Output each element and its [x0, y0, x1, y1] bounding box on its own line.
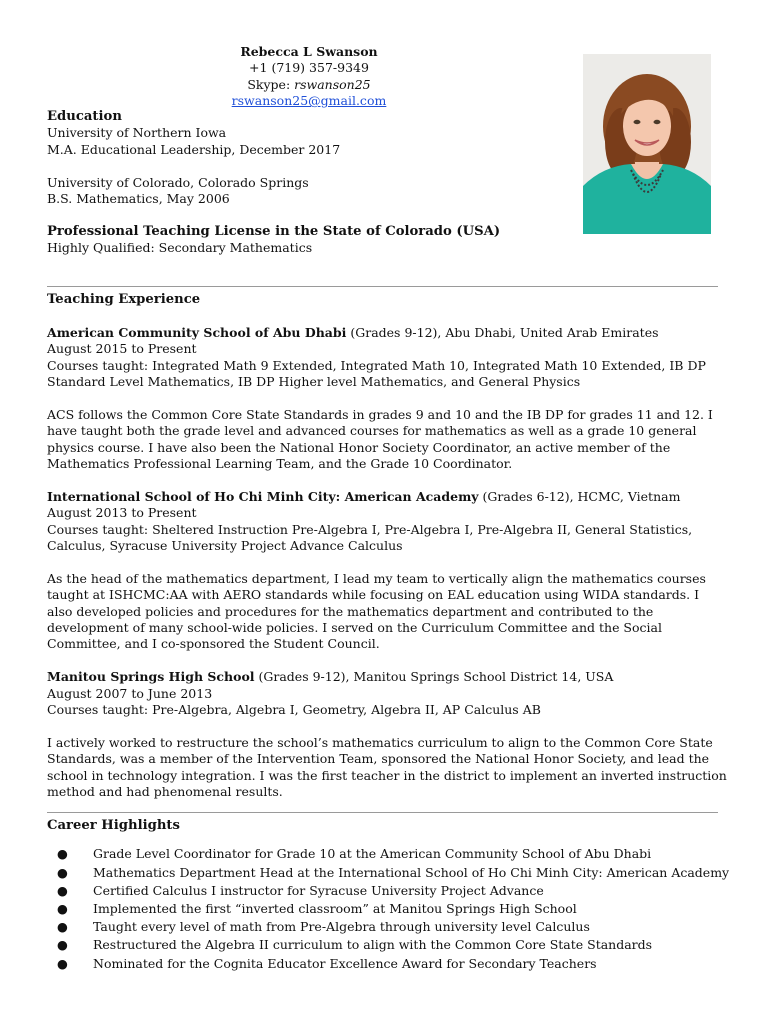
bullet-icon: ●	[57, 919, 68, 935]
highlights-section	[47, 818, 730, 974]
job-1-title-line	[47, 325, 727, 341]
list-item: ● Certified Calculus I instructor for Syracuse University Project Advance	[57, 882, 544, 898]
job-3	[47, 669, 727, 800]
list-item: ● Implemented the first “inverted classroom” at Manitou Springs High School	[57, 900, 577, 916]
education-school-1: University of Northern Iowa	[47, 125, 227, 141]
bullet-icon: ●	[57, 937, 68, 953]
job-3-details: (Grades 9-12), Manitou Springs School District 14, USA	[254, 669, 614, 685]
list-item: ● Restructured the Algebra II curriculum to align with the Common Core State Standards	[57, 937, 653, 953]
highlights-heading: Career Highlights	[47, 818, 180, 833]
job-1-courses: Courses taught: Integrated Math 9 Extended, Integrated Math 10, Integrated Math 10 Extended, IB DP Standard Level Mathematics, IB DP Higher level Mathematics, and General Physics	[47, 357, 706, 390]
job-1-details: (Grades 9-12), Abu Dhabi, United Arab Emirates	[346, 324, 659, 340]
bullet-icon: ●	[57, 900, 68, 916]
education-heading: Education	[47, 109, 122, 124]
job-2-details: (Grades 6-12), HCMC, Vietnam	[478, 488, 681, 504]
job-1-dates: August 2015 to Present	[47, 341, 197, 357]
list-item: ● Nominated for the Cognita Educator Excellence Award for Secondary Teachers	[57, 955, 597, 971]
skype-label: Skype:	[247, 76, 295, 92]
section-divider	[47, 286, 718, 287]
job-3-courses: Courses taught: Pre-Algebra, Algebra I, Geometry, Algebra II, AP Calculus AB	[47, 702, 541, 718]
license-detail: Highly Qualified: Secondary Mathematics	[47, 240, 313, 256]
experience-section	[47, 292, 727, 801]
job-2-school: International School of Ho Chi Minh City: American Academy	[47, 488, 479, 504]
education-school-2: University of Colorado, Colorado Springs	[47, 174, 309, 190]
job-2-dates: August 2013 to Present	[47, 505, 197, 521]
skype-handle: rswanson25	[294, 76, 371, 92]
highlights-list	[47, 846, 730, 973]
experience-heading: Teaching Experience	[47, 292, 201, 307]
list-item: ● Mathematics Department Head at the International School of Ho Chi Minh City: American Academy	[57, 864, 730, 880]
bullet-icon: ●	[57, 846, 68, 862]
phone-number: +1 (719) 357-9349	[249, 60, 369, 76]
job-2-description: As the head of the mathematics department, I lead my team to vertically align the mathematics courses taught at ISHCMC:AA with AERO standards while focusing on EAL education using WIDA standards. I also developed policies and procedures for the mathematics department and contributed to the development of many school-wide policies. I served on the Curriculum Committee and the Social Committee, and I co-sponsored the Student Council.	[47, 570, 706, 652]
job-2-courses: Courses taught: Sheltered Instruction Pre-Algebra I, Pre-Algebra I, Pre-Algebra II, General Statistics, Calculus, Syracuse University Project Advance Calculus	[47, 521, 693, 554]
job-3-dates: August 2007 to June 2013	[47, 685, 213, 701]
license-heading: Professional Teaching License in the State of Colorado (USA)	[47, 223, 501, 239]
bullet-icon: ●	[57, 864, 68, 880]
job-2-title-line	[47, 489, 727, 505]
job-1-description: ACS follows the Common Core State Standards in grades 9 and 10 and the IB DP for grades 11 and 12. I have taught both the grade level and advanced courses for mathematics as well as a grade 10 general physics course. I have also been the National Honor Society Coordinator, an active member of the Mathematics Professional Learning Team, and the Grade 10 Coordinator.	[47, 406, 713, 472]
job-1-school: American Community School of Abu Dhabi	[47, 324, 347, 340]
contact-header	[170, 44, 448, 110]
education-degree-1: M.A. Educational Leadership, December 2017	[47, 141, 341, 157]
education-section	[47, 109, 727, 257]
bullet-icon: ●	[57, 882, 68, 898]
email-link[interactable]: rswanson25@gmail.com	[231, 93, 387, 109]
job-3-description: I actively worked to restructure the school’s mathematics curriculum to align to the Common Core State Standards, was a member of the Intervention Team, sponsored the National Honor Society, and lead the school in technology integration. I was the first teacher in the district to implement an inverted instruction method and had phenomenal results.	[47, 734, 727, 800]
education-degree-2: B.S. Mathematics, May 2006	[47, 191, 230, 207]
job-2	[47, 489, 727, 653]
section-divider	[47, 812, 718, 813]
list-item: ● Taught every level of math from Pre-Algebra through university level Calculus	[57, 919, 590, 935]
job-3-school: Manitou Springs High School	[47, 669, 255, 685]
bullet-icon: ●	[57, 955, 68, 971]
job-1	[47, 325, 727, 473]
job-3-title-line	[47, 669, 727, 685]
list-item: ● Grade Level Coordinator for Grade 10 at the American Community School of Abu Dhabi	[57, 846, 652, 862]
candidate-name: Rebecca L Swanson	[240, 44, 378, 59]
skype-line	[170, 77, 448, 93]
